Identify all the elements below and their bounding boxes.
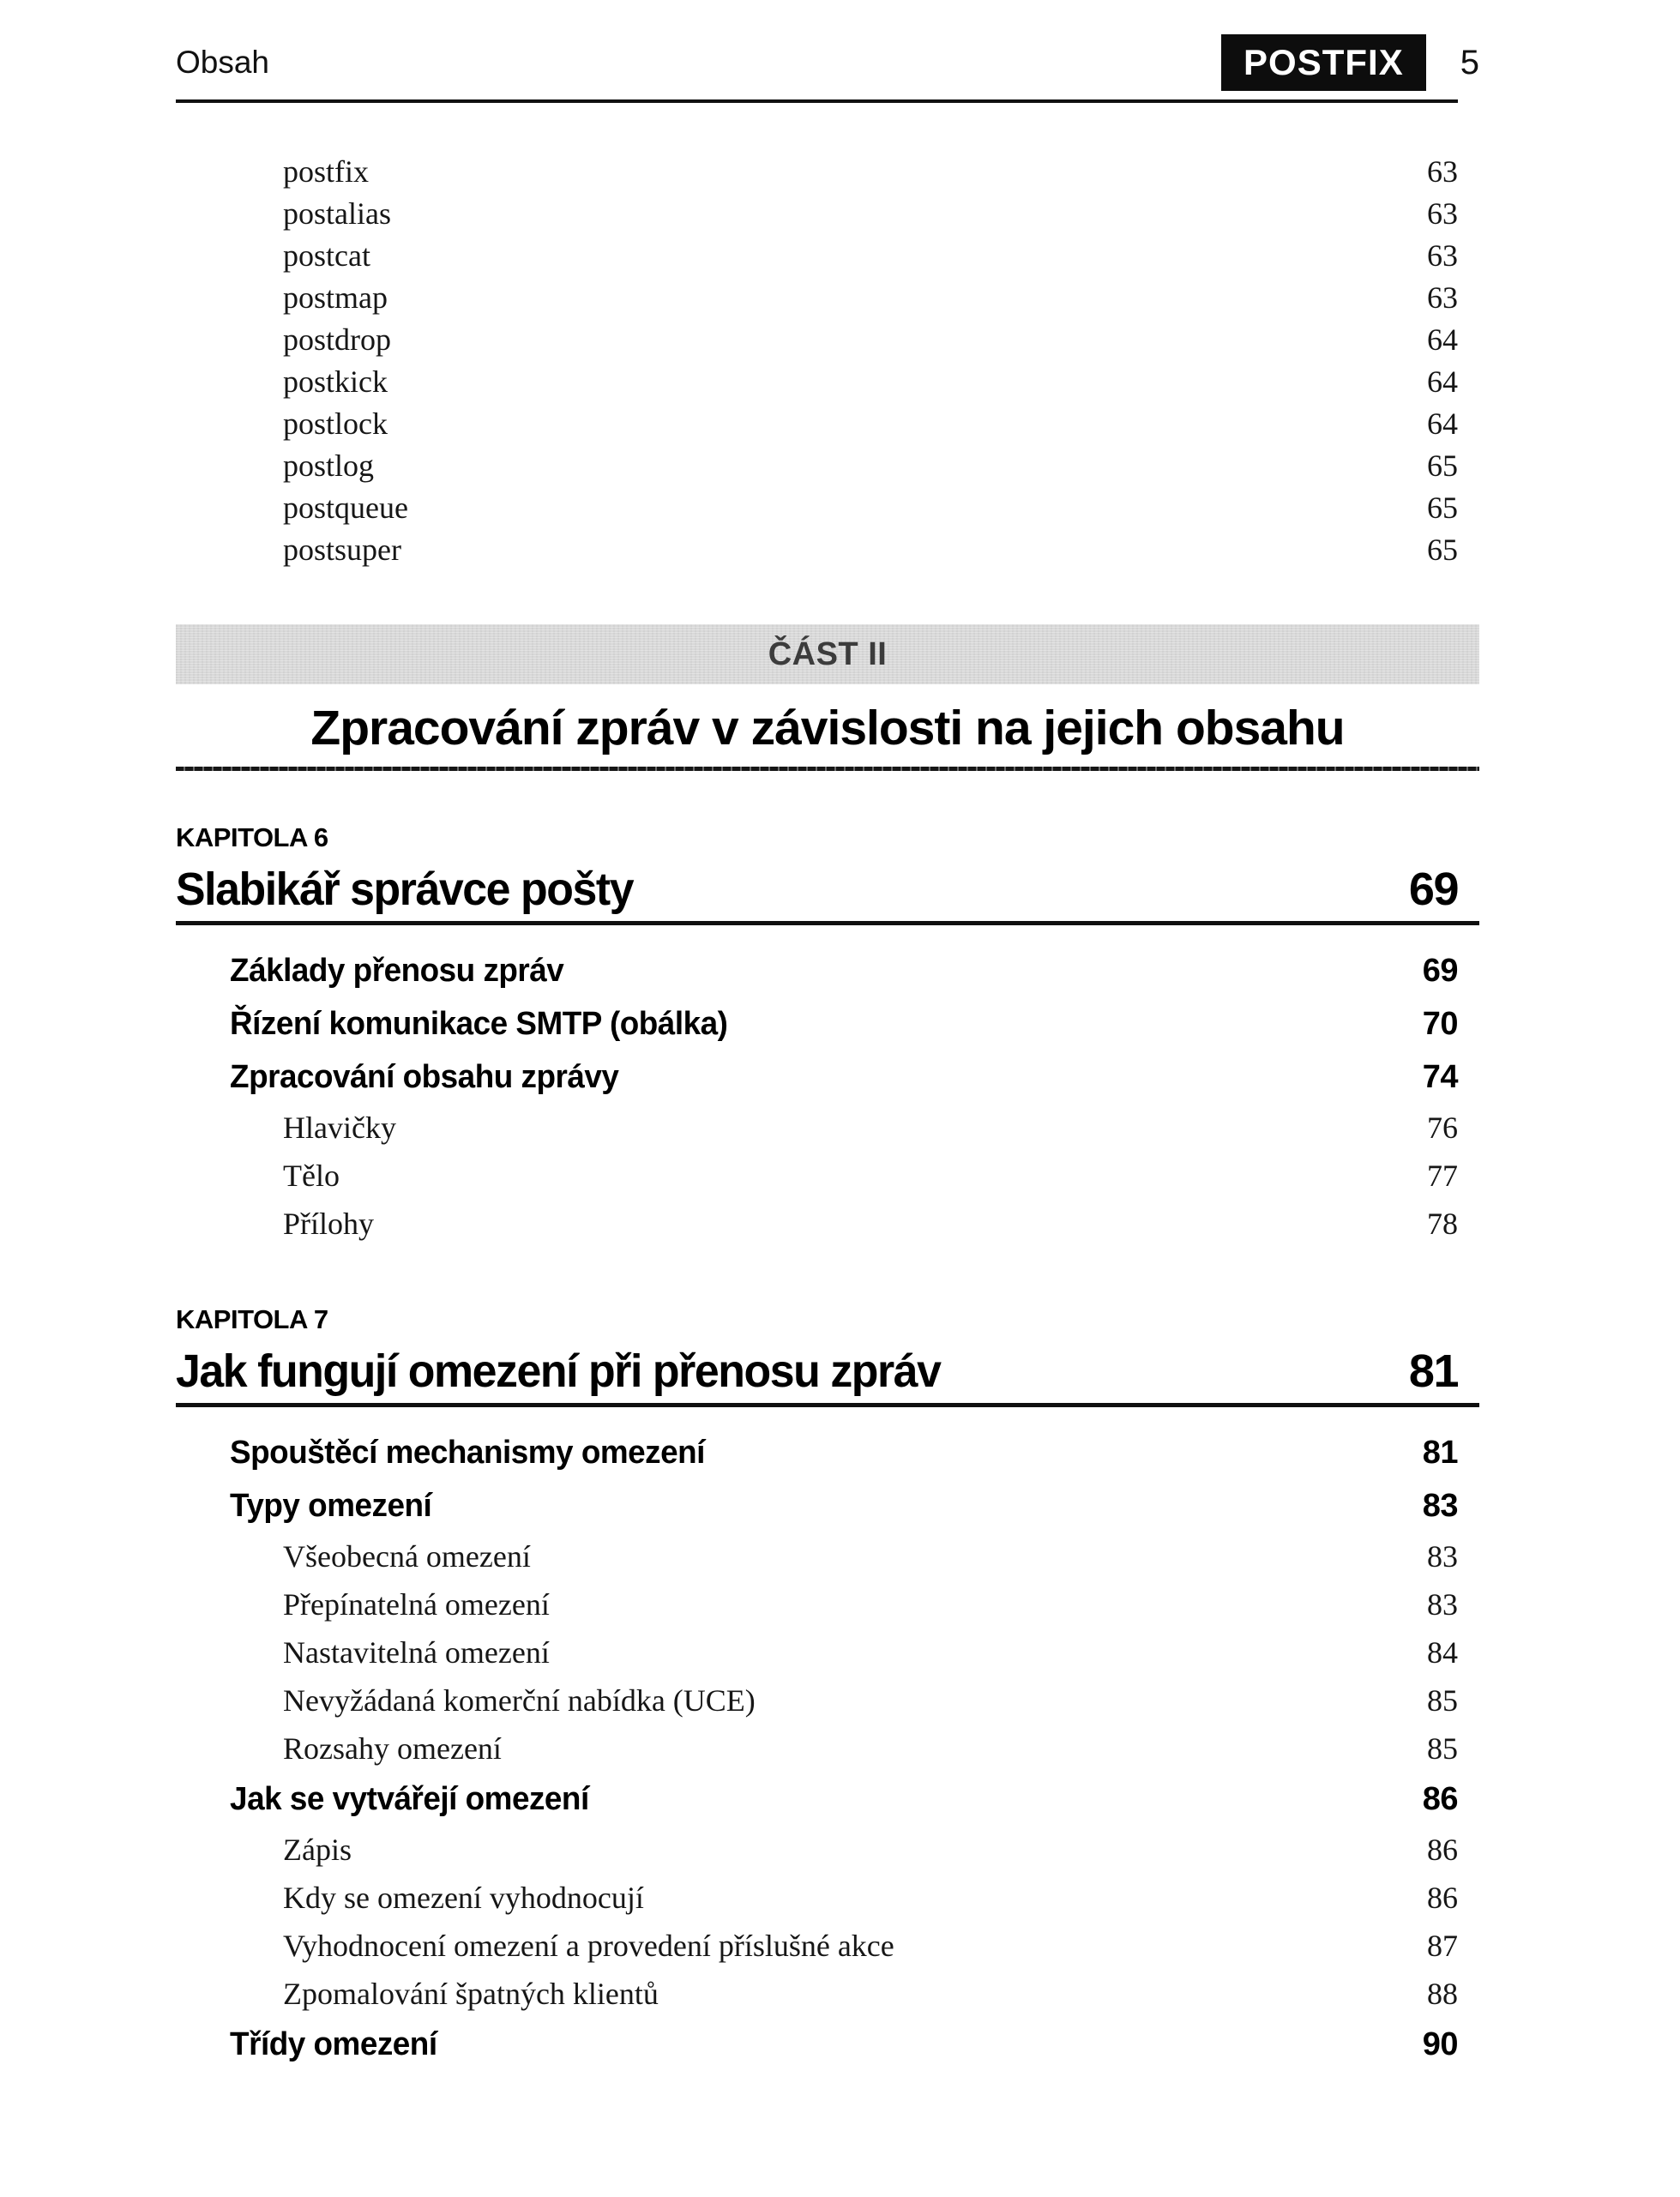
- entry-label: Hlavičky: [283, 1111, 396, 1145]
- toc-entry: [176, 487, 1479, 529]
- toc-entry: [176, 1874, 1479, 1922]
- chapter-title-row: [176, 862, 1479, 917]
- entry-page: 70: [1422, 1006, 1458, 1042]
- chapter-rule: [176, 921, 1479, 925]
- toc-entry: [176, 1152, 1479, 1200]
- entry-label: Řízení komunikace SMTP (obálka): [230, 1006, 728, 1042]
- entry-page: 77: [1427, 1159, 1458, 1193]
- toc-entry: [176, 1580, 1479, 1628]
- toc-entry: [176, 1676, 1479, 1724]
- toc-entry: [176, 997, 1479, 1050]
- toc-entry: [176, 319, 1479, 361]
- toc-entry: [176, 235, 1479, 277]
- chapter-kicker: KAPITOLA 6: [176, 822, 328, 852]
- entry-page: 78: [1427, 1207, 1458, 1241]
- part-divider: [176, 624, 1479, 771]
- entry-page: 86: [1427, 1833, 1458, 1867]
- entry-label: Přílohy: [283, 1207, 375, 1241]
- entry-page: 88: [1427, 1977, 1458, 2011]
- entry-page: 64: [1427, 322, 1458, 357]
- chapter-entries: [176, 944, 1479, 1248]
- entry-page: 64: [1427, 364, 1458, 399]
- toc-entry: [176, 529, 1479, 571]
- toc-entry: [176, 1426, 1479, 1479]
- entry-label: Třídy omezení: [230, 2026, 437, 2062]
- chapter-title: Slabikář správce pošty: [176, 864, 634, 915]
- entry-page: 83: [1427, 1587, 1458, 1622]
- part-title: Zpracování zpráv v závislosti na jejich obsahu: [310, 701, 1345, 755]
- toc-entry: [176, 1050, 1479, 1104]
- entry-page: 63: [1427, 154, 1458, 189]
- entry-page: 81: [1422, 1435, 1458, 1471]
- entry-page: 69: [1422, 953, 1458, 989]
- entry-page: 65: [1427, 448, 1458, 483]
- page-header: [176, 0, 1479, 91]
- entry-page: 83: [1422, 1488, 1458, 1524]
- entry-page: 76: [1427, 1111, 1458, 1145]
- chapter-title: Jak fungují omezení při přenosu zpráv: [176, 1345, 941, 1397]
- entry-label: postkick: [283, 364, 388, 399]
- part-underline: [176, 767, 1479, 771]
- chapter-section: [176, 1303, 1479, 2071]
- entry-page: 63: [1427, 280, 1458, 315]
- entry-label: postfix: [283, 154, 370, 189]
- entry-page: 63: [1427, 196, 1458, 231]
- toc-entry: [176, 1724, 1479, 1773]
- entry-label: Všeobecná omezení: [283, 1539, 531, 1574]
- toc-entry: [176, 1826, 1479, 1874]
- toc-entry: [176, 1773, 1479, 1826]
- entry-label: Rozsahy omezení: [283, 1731, 502, 1766]
- toc-entry: [176, 1922, 1479, 1970]
- entry-label: Jak se vytvářejí omezení: [230, 1781, 589, 1817]
- entry-label: Přepínatelná omezení: [283, 1587, 550, 1622]
- chapter-section: [176, 821, 1479, 1248]
- entry-page: 85: [1427, 1683, 1458, 1718]
- entry-label: Zápis: [283, 1833, 352, 1867]
- entry-page: 86: [1422, 1781, 1458, 1817]
- entry-page: 87: [1427, 1929, 1458, 1963]
- entry-label: Nevyžádaná komerční nabídka (UCE): [283, 1683, 756, 1718]
- entry-page: 86: [1427, 1881, 1458, 1915]
- toc-entry: [176, 193, 1479, 235]
- header-rule: [176, 99, 1458, 103]
- entry-label: Zpomalování špatných klientů: [283, 1977, 659, 2011]
- entry-page: 85: [1427, 1731, 1458, 1766]
- toc-entry: [176, 2018, 1479, 2071]
- chapter-rule: [176, 1403, 1479, 1407]
- entry-page: 64: [1427, 406, 1458, 441]
- entry-label: Tělo: [283, 1159, 340, 1193]
- toc-entry: [176, 944, 1479, 997]
- toc-entry: [176, 361, 1479, 403]
- toc-entry: [176, 1200, 1479, 1248]
- folio-page-number: 5: [1460, 43, 1479, 81]
- chapter-title-row: [176, 1344, 1479, 1399]
- chapter-entries: [176, 1426, 1479, 2071]
- entry-page: 83: [1427, 1539, 1458, 1574]
- chapter-page: 81: [1408, 1345, 1458, 1397]
- command-toc-list: [176, 151, 1479, 571]
- entry-page: 65: [1427, 533, 1458, 567]
- entry-page: 74: [1422, 1059, 1458, 1095]
- toc-entry: [176, 277, 1479, 319]
- entry-label: postsuper: [283, 533, 401, 567]
- entry-label: Zpracování obsahu zprávy: [230, 1059, 619, 1095]
- entry-label: postcat: [283, 238, 370, 273]
- toc-entry: [176, 1532, 1479, 1580]
- entry-label: Kdy se omezení vyhodnocují: [283, 1881, 644, 1915]
- part-banner: ČÁST II: [176, 624, 1479, 684]
- entry-page: 84: [1427, 1635, 1458, 1670]
- entry-label: Vyhodnocení omezení a provedení příslušné akce: [283, 1929, 894, 1963]
- entry-label: Typy omezení: [230, 1488, 432, 1524]
- toc-entry: [176, 151, 1479, 193]
- entry-page: 63: [1427, 238, 1458, 273]
- toc-entry: [176, 445, 1479, 487]
- toc-entry: [176, 1628, 1479, 1676]
- entry-label: Základy přenosu zpráv: [230, 953, 564, 989]
- entry-label: postlog: [283, 448, 375, 483]
- entry-page: 90: [1422, 2026, 1458, 2062]
- toc-entry: [176, 1104, 1479, 1152]
- entry-label: postqueue: [283, 491, 408, 525]
- entry-label: Nastavitelná omezení: [283, 1635, 550, 1670]
- toc-entry: [176, 1479, 1479, 1532]
- entry-label: postmap: [283, 280, 388, 315]
- entry-label: Spouštěcí mechanismy omezení: [230, 1435, 705, 1471]
- chapter-page: 69: [1408, 864, 1458, 915]
- entry-label: postlock: [283, 406, 388, 441]
- entry-label: postalias: [283, 196, 391, 231]
- header-right: [1221, 34, 1479, 91]
- toc-entry: [176, 1970, 1479, 2018]
- entry-label: postdrop: [283, 322, 391, 357]
- running-title: Obsah: [176, 45, 270, 80]
- chapter-kicker: KAPITOLA 7: [176, 1304, 328, 1334]
- entry-page: 65: [1427, 491, 1458, 525]
- toc-entry: [176, 403, 1479, 445]
- postfix-badge: POSTFIX: [1221, 34, 1426, 91]
